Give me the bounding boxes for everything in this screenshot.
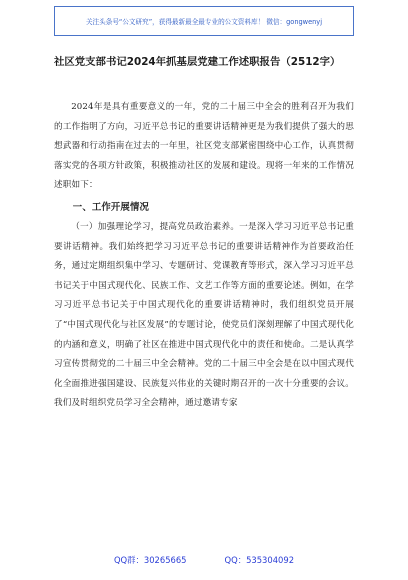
section-paragraph: （一）加强理论学习，提高党员政治素养。一是深入学习习近平总书记重要讲话精神。我们始终把学习习近平总书记的重要讲话精神作为首要政治任务，通过定期组织集中学习、专题研讨、党课教育等形式，深入学习习近平总书记关于中国式现代化、民族工作、文艺工作等方面的重要论述。例如，在学习习近平总书记关于中国式现代化的重要讲话精神时，我们组织党员开展了“中国式现代化与社区发展”的专题讨论，使党员们深刻理解了中国式现代化的内涵和意义，明确了社区在推进中国式现代化中的责任和使命。二是认真学习宣传贯彻党的二十届三中全会精神。党的二十届三中全会是在以中国式现代化全面推进强国建设、民族复兴伟业的关键时期召开的一次十分重要的会议。我们及时组织党员学习全会精神，通过邀请专家: [54, 221, 354, 409]
contact-footer: [0, 554, 408, 566]
promo-banner: [54, 6, 354, 36]
document-body: [54, 98, 354, 414]
document-title: 社区党支部书记2024年抓基层党建工作述职报告（2512字）: [54, 56, 341, 68]
intro-paragraph: 2024年是具有重要意义的一年，党的二十届三中全会的胜利召开为我们的工作指明了方向，习近平总书记的重要讲话精神更是为我们提供了强大的思想武器和行动指南在过去的一年里，社区党支部紧密围绕中心工作，认真贯彻落实党的各项方针政策，积极推动社区的发展和建设。现将一年来的工作情况述职如下：: [54, 102, 354, 191]
qq-number-text: QQ：535304092: [224, 555, 295, 565]
qq-group-text: QQ群：30265665: [113, 555, 187, 565]
section-heading: 一、工作开展情况: [72, 201, 149, 213]
promo-banner-text: 关注头条号“公文研究”，获得最新最全最专业的公文资料库！ 微信：gongwenyj: [85, 18, 323, 26]
